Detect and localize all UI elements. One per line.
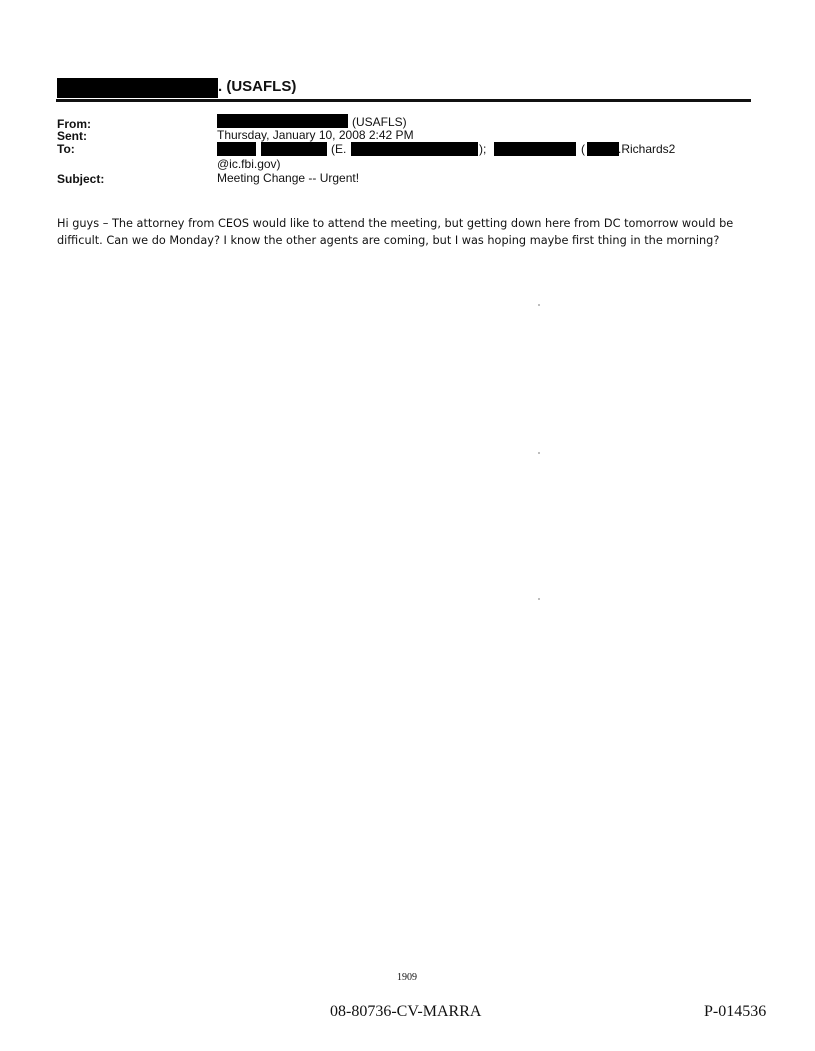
sent-label: Sent: [57,129,87,143]
message-body: Hi guys – The attorney from CEOS would like to attend the meeting, but getting down here from DC tomorrow would be difficult. Can we do Monday? I know the other agents are coming, but I was hoping maybe first thing in the morning? [57,217,734,247]
redaction-block [217,142,256,156]
redaction-block [351,142,478,156]
sent-value: Thursday, January 10, 2008 2:42 PM [217,128,414,142]
redaction-block [587,142,619,156]
from-value: (USAFLS) [352,115,407,129]
case-number: 08-80736-CV-MARRA [330,1003,482,1020]
redaction-block [57,78,218,98]
subject-value: Meeting Change -- Urgent! [217,171,360,185]
to-part-3: ( [581,142,585,156]
page-number: 1909 [397,972,417,983]
scan-speck [538,304,540,306]
header-title: . (USAFLS) [218,78,297,95]
redaction-block [528,142,576,156]
scan-speck [538,598,540,600]
to-line-2: @ic.fbi.gov) [217,157,281,171]
header-rule [56,99,751,102]
from-label: From: [57,117,91,131]
redaction-block [261,142,327,156]
to-part-2: ); [479,142,487,156]
bates-number: P-014536 [704,1003,767,1020]
to-label: To: [57,142,75,156]
to-part-4: .Richards2 [618,142,676,156]
to-part-1: (E. [331,142,347,156]
scan-speck [538,452,540,454]
subject-label: Subject: [57,172,105,186]
redaction-block [217,114,348,128]
